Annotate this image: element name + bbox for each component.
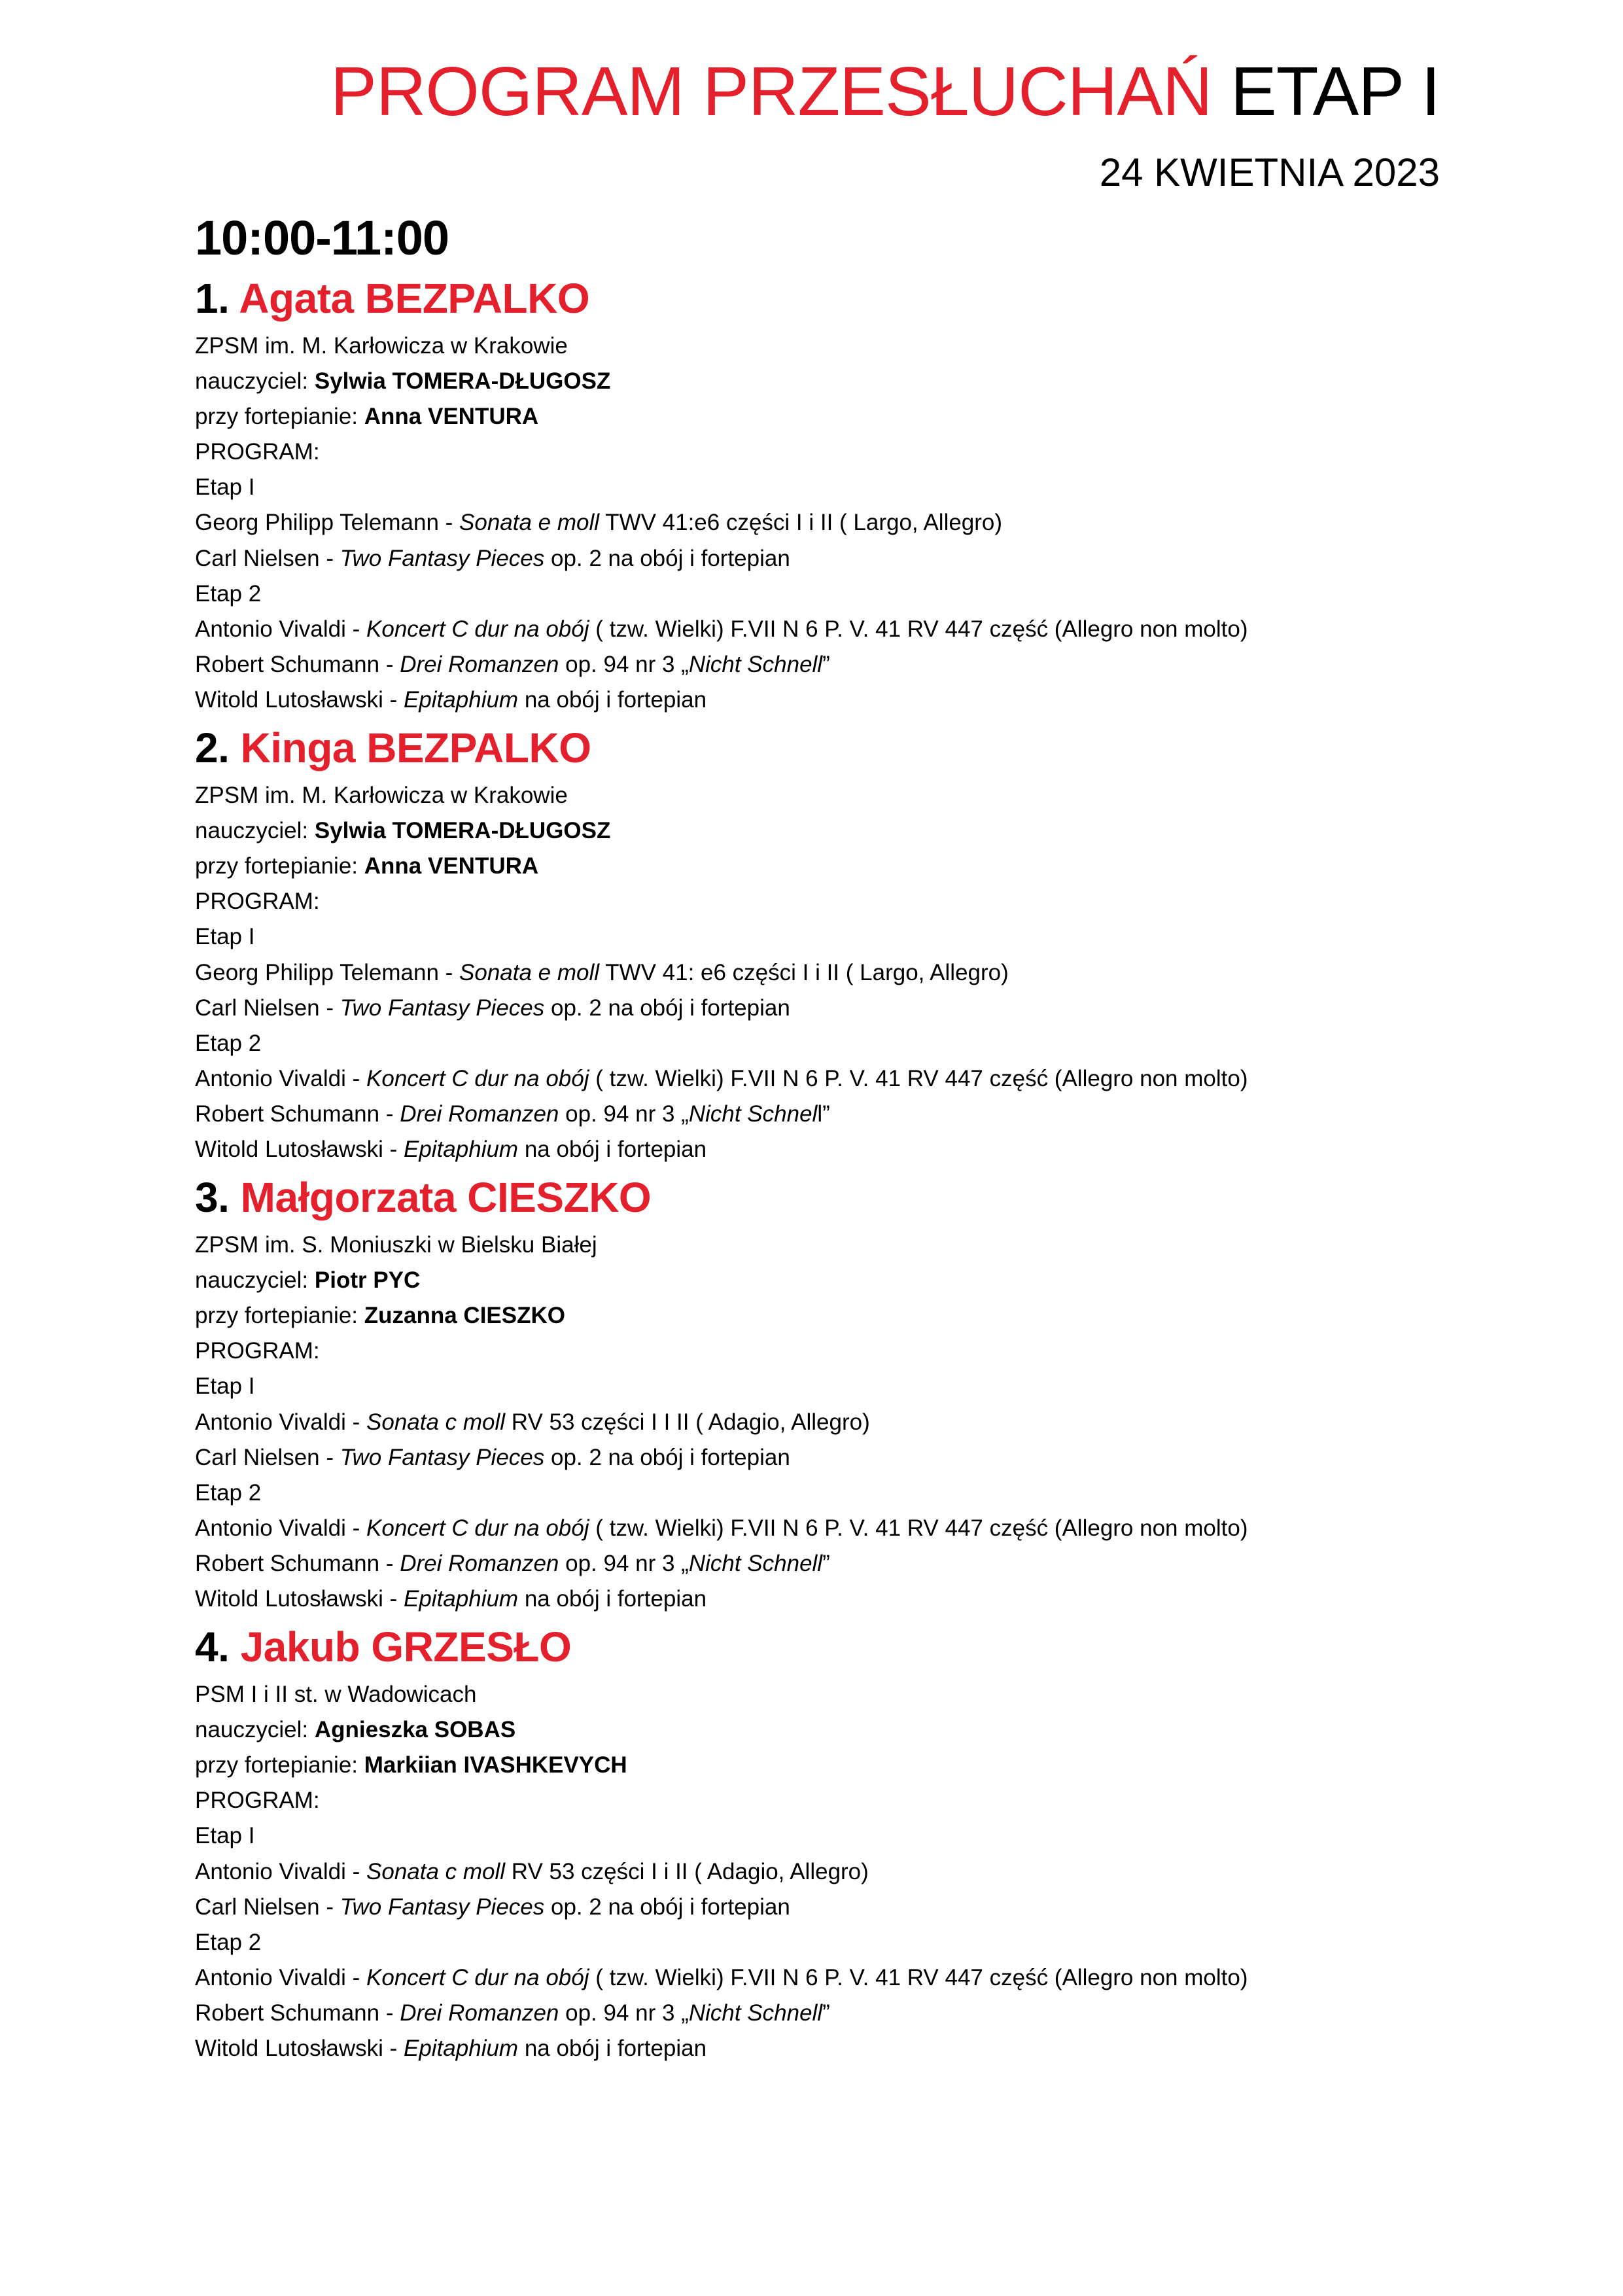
teacher-name: Agnieszka SOBAS bbox=[314, 1717, 516, 1743]
work-title: Sonata c moll bbox=[366, 1409, 506, 1435]
work-title: Drei Romanzen bbox=[400, 1101, 559, 1127]
program-text: Antonio Vivaldi - bbox=[195, 1065, 367, 1091]
program-text: Robert Schumann - bbox=[195, 1550, 400, 1576]
program-item bbox=[195, 1854, 1503, 1890]
school: ZPSM im. S. Moniuszki w Bielsku Białej bbox=[195, 1232, 597, 1258]
program-text: Robert Schumann - bbox=[195, 2000, 400, 2026]
program-text: na obój i fortepian bbox=[518, 686, 707, 713]
program-text: Etap 2 bbox=[195, 1479, 262, 1506]
participant-number: 1. bbox=[195, 275, 230, 322]
pianist-line bbox=[195, 1748, 1503, 1783]
title-stage: ETAP I bbox=[1230, 53, 1440, 130]
work-title: Epitaphium bbox=[403, 1136, 519, 1162]
program-text: Witold Lutosławski - bbox=[195, 686, 404, 713]
teacher-line bbox=[195, 1712, 1503, 1748]
program-text: Etap 2 bbox=[195, 1929, 262, 1955]
program-item bbox=[195, 1132, 1503, 1167]
teacher-label: nauczyciel: bbox=[195, 818, 315, 844]
participant-number: 4. bbox=[195, 1623, 230, 1671]
program-item bbox=[195, 955, 1503, 991]
work-title: Koncert C dur na obój bbox=[366, 1515, 589, 1541]
program-item bbox=[195, 2031, 1503, 2066]
work-title: Epitaphium bbox=[403, 2036, 519, 2062]
program-text: Antonio Vivaldi - bbox=[195, 1515, 367, 1541]
teacher-label: nauczyciel: bbox=[195, 1267, 315, 1294]
program-text: op. 2 na obój i fortepian bbox=[544, 1894, 790, 1920]
school: ZPSM im. M. Karłowicza w Krakowie bbox=[195, 333, 568, 359]
pianist-line bbox=[195, 1298, 1503, 1333]
work-title: Koncert C dur na obój bbox=[366, 1065, 589, 1091]
program-text: Etap I bbox=[195, 1823, 255, 1849]
program-item bbox=[195, 1890, 1503, 1925]
work-title: Two Fantasy Pieces bbox=[340, 995, 545, 1021]
school: PSM I i II st. w Wadowicach bbox=[195, 1682, 477, 1708]
program-stage bbox=[195, 1369, 1503, 1404]
program-text: Carl Nielsen - bbox=[195, 1894, 340, 1920]
program-item bbox=[195, 1581, 1503, 1617]
program-stage bbox=[195, 1475, 1503, 1511]
program-item bbox=[195, 682, 1503, 718]
program-label: PROGRAM: bbox=[195, 889, 320, 915]
program-label: PROGRAM: bbox=[195, 1338, 320, 1364]
program-text: Witold Lutosławski - bbox=[195, 1136, 404, 1162]
participant-name: Agata BEZPALKO bbox=[239, 275, 590, 322]
work-title: Two Fantasy Pieces bbox=[340, 545, 545, 571]
program-text: Robert Schumann - bbox=[195, 651, 400, 677]
work-title: Sonata e moll bbox=[459, 510, 600, 536]
program-text: Witold Lutosławski - bbox=[195, 2036, 404, 2062]
program-text: op. 94 nr 3 „ bbox=[559, 2000, 689, 2026]
program-item bbox=[195, 541, 1503, 576]
program-text: Carl Nielsen - bbox=[195, 995, 340, 1021]
program-text: Antonio Vivaldi - bbox=[195, 1409, 367, 1435]
program-text: ” bbox=[822, 1550, 830, 1576]
program-text: ” bbox=[822, 651, 830, 677]
work-title: Sonata e moll bbox=[459, 959, 600, 985]
work-title: Drei Romanzen bbox=[400, 651, 559, 677]
pianist-label: przy fortepianie: bbox=[195, 1752, 364, 1778]
program-text: Antonio Vivaldi - bbox=[195, 616, 367, 642]
program-stage bbox=[195, 576, 1503, 612]
teacher-name: Sylwia TOMERA-DŁUGOSZ bbox=[314, 368, 611, 395]
program-text: TWV 41:e6 części I i II ( Largo, Allegro) bbox=[599, 510, 1003, 536]
program-text: Robert Schumann - bbox=[195, 1101, 400, 1127]
program-text: Etap I bbox=[195, 474, 255, 501]
program-text: Etap 2 bbox=[195, 580, 262, 607]
program-text: ( tzw. Wielki) F.VII N 6 P. V. 41 RV 447 część (Allegro non molto) bbox=[589, 1515, 1248, 1541]
work-title: Koncert C dur na obój bbox=[366, 616, 589, 642]
work-title: Epitaphium bbox=[403, 686, 519, 713]
date: 24 KWIETNIA 2023 bbox=[1099, 150, 1440, 194]
work-title: Nicht Schnell bbox=[688, 2000, 823, 2026]
pianist-label: przy fortepianie: bbox=[195, 404, 364, 430]
program-text: ( tzw. Wielki) F.VII N 6 P. V. 41 RV 447 część (Allegro non molto) bbox=[589, 1964, 1248, 1990]
program-text: Carl Nielsen - bbox=[195, 1444, 340, 1470]
program-text: op. 94 nr 3 „ bbox=[559, 1101, 689, 1127]
teacher-line bbox=[195, 364, 1503, 399]
teacher-line bbox=[195, 1263, 1503, 1298]
program-item bbox=[195, 1511, 1503, 1546]
participant-entry bbox=[195, 268, 1503, 718]
work-title: Drei Romanzen bbox=[400, 2000, 559, 2026]
work-title: Nicht Schnel bbox=[688, 1101, 818, 1127]
program-item bbox=[195, 1061, 1503, 1097]
program-stage bbox=[195, 1026, 1503, 1061]
pianist-label: przy fortepianie: bbox=[195, 853, 364, 879]
program-text: Georg Philipp Telemann - bbox=[195, 959, 460, 985]
participant-heading bbox=[195, 718, 1503, 778]
teacher-label: nauczyciel: bbox=[195, 368, 315, 395]
work-title: Sonata c moll bbox=[366, 1858, 506, 1884]
pianist-name: Anna VENTURA bbox=[364, 853, 539, 879]
work-title: Two Fantasy Pieces bbox=[340, 1894, 545, 1920]
program-item bbox=[195, 647, 1503, 682]
program-text: Etap I bbox=[195, 1373, 255, 1400]
program-text: op. 2 na obój i fortepian bbox=[544, 545, 790, 571]
program-text: op. 94 nr 3 „ bbox=[559, 651, 689, 677]
pianist-name: Markiian IVASHKEVYCH bbox=[364, 1752, 627, 1778]
program-item bbox=[195, 991, 1503, 1026]
work-title: Nicht Schnell bbox=[688, 1550, 823, 1576]
participant-entry bbox=[195, 718, 1503, 1167]
participant-heading bbox=[195, 268, 1503, 328]
program-text: Etap I bbox=[195, 924, 255, 950]
program-item bbox=[195, 1440, 1503, 1475]
time-slot: 10:00-11:00 bbox=[195, 211, 449, 265]
program-item bbox=[195, 1405, 1503, 1440]
pianist-name: Anna VENTURA bbox=[364, 404, 539, 430]
participant-entry bbox=[195, 1167, 1503, 1617]
program-text: na obój i fortepian bbox=[518, 1136, 707, 1162]
participant-name: Kinga BEZPALKO bbox=[240, 724, 591, 772]
program-text: ” bbox=[822, 2000, 830, 2026]
participant-heading bbox=[195, 1167, 1503, 1227]
program-stage bbox=[195, 470, 1503, 505]
program-text: Georg Philipp Telemann - bbox=[195, 510, 460, 536]
participant-heading bbox=[195, 1617, 1503, 1677]
program-text: RV 53 części I I II ( Adagio, Allegro) bbox=[505, 1409, 870, 1435]
program-text: Antonio Vivaldi - bbox=[195, 1964, 367, 1990]
program-text: RV 53 części I i II ( Adagio, Allegro) bbox=[505, 1858, 869, 1884]
program-text: Witold Lutosławski - bbox=[195, 1586, 404, 1612]
school: ZPSM im. M. Karłowicza w Krakowie bbox=[195, 783, 568, 809]
program-text: ( tzw. Wielki) F.VII N 6 P. V. 41 RV 447 część (Allegro non molto) bbox=[589, 1065, 1248, 1091]
participant-number: 2. bbox=[195, 724, 230, 772]
work-title: Two Fantasy Pieces bbox=[340, 1444, 545, 1470]
participant-name: Małgorzata CIESZKO bbox=[240, 1174, 652, 1222]
program-item bbox=[195, 505, 1503, 540]
program-item bbox=[195, 1097, 1503, 1132]
program-text: na obój i fortepian bbox=[518, 2036, 707, 2062]
participant-list bbox=[195, 268, 1503, 2066]
program-text: Antonio Vivaldi - bbox=[195, 1858, 367, 1884]
program-label: PROGRAM: bbox=[195, 439, 320, 465]
participant-name: Jakub GRZESŁO bbox=[240, 1623, 572, 1671]
program-text: op. 2 na obój i fortepian bbox=[544, 995, 790, 1021]
program-item bbox=[195, 1960, 1503, 1996]
program-label: PROGRAM: bbox=[195, 1788, 320, 1814]
title-red: PROGRAM PRZESŁUCHAŃ bbox=[330, 53, 1212, 130]
program-stage bbox=[195, 1925, 1503, 1960]
schedule bbox=[195, 208, 1503, 2066]
program-text: TWV 41: e6 części I i II ( Largo, Allegro) bbox=[599, 959, 1009, 985]
participant-number: 3. bbox=[195, 1174, 230, 1222]
work-title: Nicht Schnell bbox=[688, 651, 823, 677]
pianist-label: przy fortepianie: bbox=[195, 1303, 364, 1329]
teacher-name: Piotr PYC bbox=[314, 1267, 421, 1294]
program-item bbox=[195, 1546, 1503, 1581]
program-text: Carl Nielsen - bbox=[195, 545, 340, 571]
program-item bbox=[195, 1996, 1503, 2031]
program-text: l” bbox=[817, 1101, 830, 1127]
teacher-label: nauczyciel: bbox=[195, 1717, 315, 1743]
page-title bbox=[330, 51, 1440, 132]
work-title: Drei Romanzen bbox=[400, 1550, 559, 1576]
program-stage bbox=[195, 919, 1503, 955]
pianist-name: Zuzanna CIESZKO bbox=[364, 1303, 565, 1329]
work-title: Koncert C dur na obój bbox=[366, 1964, 589, 1990]
program-text: na obój i fortepian bbox=[518, 1586, 707, 1612]
program-item bbox=[195, 612, 1503, 647]
pianist-line bbox=[195, 849, 1503, 884]
program-text: op. 94 nr 3 „ bbox=[559, 1550, 689, 1576]
program-text: Etap 2 bbox=[195, 1030, 262, 1056]
program-stage bbox=[195, 1818, 1503, 1854]
program-text: op. 2 na obój i fortepian bbox=[544, 1444, 790, 1470]
program-text: ( tzw. Wielki) F.VII N 6 P. V. 41 RV 447 część (Allegro non molto) bbox=[589, 616, 1248, 642]
teacher-line bbox=[195, 813, 1503, 849]
work-title: Epitaphium bbox=[403, 1586, 519, 1612]
pianist-line bbox=[195, 399, 1503, 434]
participant-entry bbox=[195, 1617, 1503, 2066]
teacher-name: Sylwia TOMERA-DŁUGOSZ bbox=[314, 818, 611, 844]
